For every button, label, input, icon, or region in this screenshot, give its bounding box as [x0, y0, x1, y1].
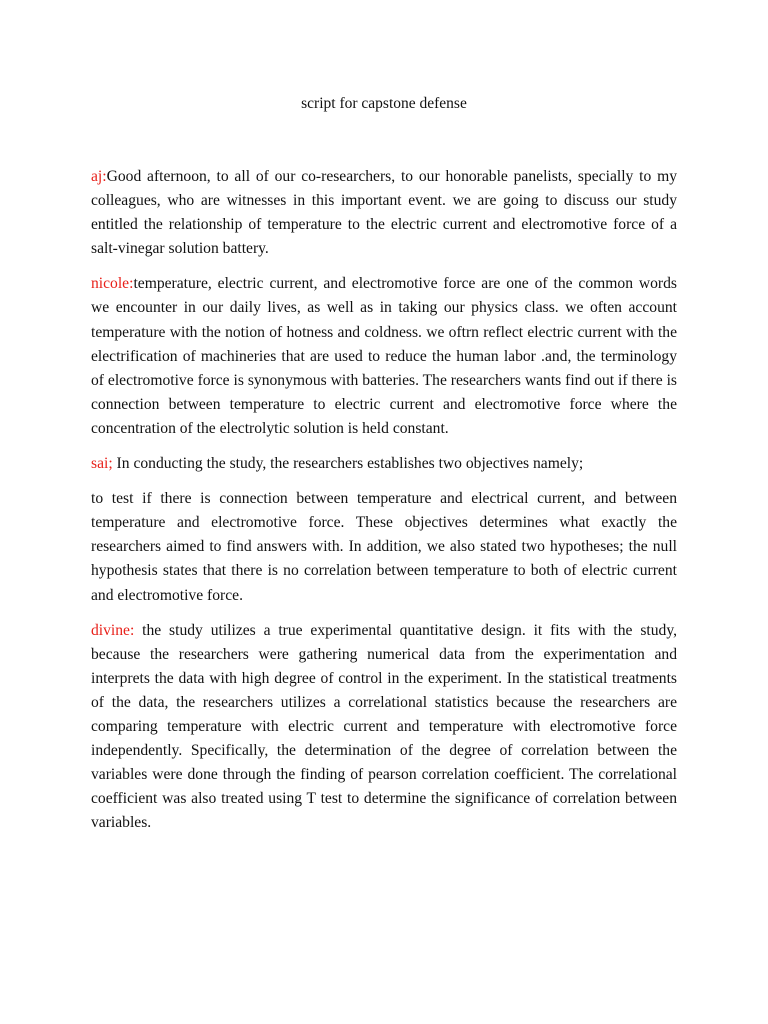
- paragraph-text: In conducting the study, the researchers establishes two objectives namely;: [112, 455, 584, 473]
- speaker-label: aj:: [91, 168, 107, 185]
- document-title: script for capstone defense: [301, 95, 467, 112]
- paragraph-text: temperature, electric current, and electromotive force are one of the common words we encounter in our daily lives, as well as in taking our physics class. we often account temperature with the notion of hotness and coldness. we oftrn reflect electric current with the electrification of machineries that are used to reduce the human labor .and, the terminology of electromotive force is synonymous with batteries. The researchers wants find out if there is connection between temperature to electric current and electromotive force where the concentration of the electrolytic solution is held constant.: [91, 275, 677, 437]
- paragraph-divine: [91, 619, 677, 836]
- document-body: [91, 165, 677, 846]
- speaker-label: divine:: [91, 621, 135, 639]
- speaker-label: sai;: [91, 455, 113, 473]
- paragraph-aj: [91, 165, 677, 261]
- speaker-label: nicole:: [91, 275, 134, 293]
- paragraph-objectives: [91, 487, 677, 607]
- paragraph-text: Good afternoon, to all of our co-researchers, to our honorable panelists, specially to my colleagues, who are witnesses in this important event. we are going to discuss our study entitled the relationship of temperature to the electric current and electromotive force of a salt-vinegar solution battery.: [91, 168, 677, 258]
- paragraph-text: the study utilizes a true experimental quantitative design. it fits with the study, because the researchers were gathering numerical data from the experimentation and interprets the data with high degree of control in the experiment. In the statistical treatments of the data, the researchers utilizes a correlational statistics because the researchers are comparing temperature with electric current and temperature with electromotive force independently. Specifically, the determination of the degree of correlation between the variables were done through the finding of pearson correlation coefficient. The correlational coefficient was also treated using T test to determine the significance of correlation between variables.: [91, 621, 677, 832]
- paragraph-sai: [91, 452, 677, 476]
- paragraph-text: to test if there is connection between temperature and electrical current, and between temperature and electromotive force. These objectives determines what exactly the researchers aimed to find answers with. In addition, we also stated two hypotheses; the null hypothesis states that there is no correlation between temperature to both of electric current and electromotive force.: [91, 490, 677, 604]
- paragraph-nicole: [91, 272, 677, 441]
